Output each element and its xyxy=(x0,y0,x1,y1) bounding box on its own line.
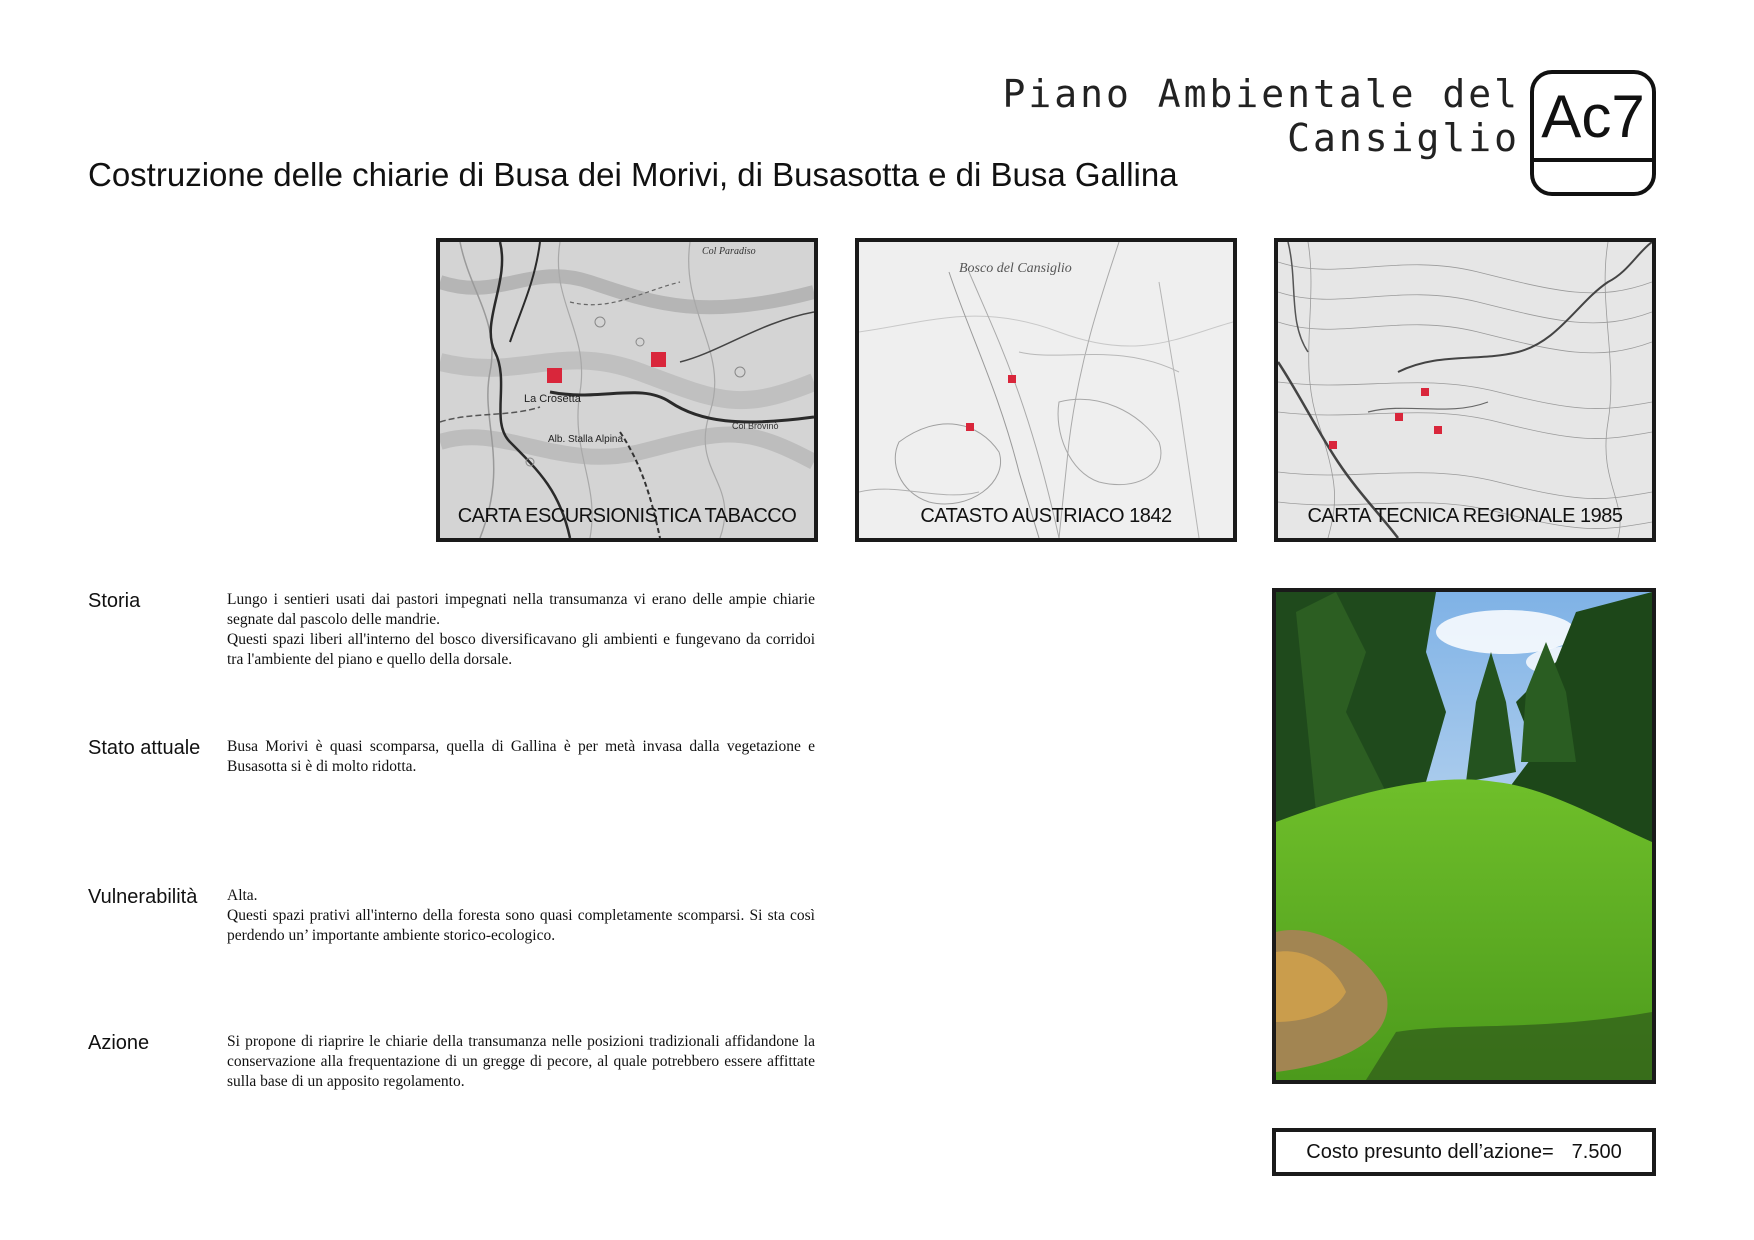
map-marker xyxy=(966,423,974,431)
section-paragraph: Si propone di riaprire le chiarie della transumanza nelle posizioni tradizionali affidandone la conservazione alla frequentazione di un gregge di pecore, al quale potrebbero essere affittate sulla base di un apposito regolamento. xyxy=(227,1033,815,1090)
map-label-la-crosetta: La Crosetta xyxy=(524,393,581,405)
map-ctr-caption: CARTA TECNICA REGIONALE 1985 xyxy=(1307,505,1623,527)
map-marker xyxy=(547,368,562,383)
map-ctr xyxy=(1274,238,1656,542)
map-label-stalla-alpina: Alb. Stalla Alpina xyxy=(548,434,624,445)
map-tabacco-drawing xyxy=(440,242,814,538)
map-catasto xyxy=(855,238,1237,542)
meadow-photo-drawing xyxy=(1276,592,1652,1080)
page-title: Costruzione delle chiarie di Busa dei Morivi, di Busasotta e di Busa Gallina xyxy=(88,156,1178,193)
site-photo xyxy=(1272,588,1656,1084)
section-paragraph: Alta. xyxy=(227,887,258,904)
map-marker xyxy=(1421,388,1429,396)
map-marker xyxy=(1008,375,1016,383)
section-text-storia xyxy=(227,590,815,670)
map-tabacco xyxy=(436,238,818,542)
cost-box xyxy=(1272,1128,1656,1176)
section-text-stato-attuale xyxy=(227,737,815,777)
map-marker xyxy=(1329,441,1337,449)
section-label-vulnerabilita: Vulnerabilità xyxy=(88,886,198,908)
map-marker xyxy=(651,352,666,367)
cost-label: Costo presunto dell’azione= xyxy=(1306,1140,1554,1163)
section-text-vulnerabilita xyxy=(227,886,815,946)
map-catasto-drawing xyxy=(859,242,1233,538)
section-paragraph: Questi spazi prativi all'interno della foresta sono quasi completamente scomparsi. Si sta così perdendo un’ importante ambiente storico-ecologico. xyxy=(227,907,815,944)
section-label-stato-attuale: Stato attuale xyxy=(88,737,201,759)
section-label-azione: Azione xyxy=(88,1032,150,1054)
map-marker xyxy=(1395,413,1403,421)
section-text-azione xyxy=(227,1032,815,1092)
map-catasto-caption: CATASTO AUSTRIACO 1842 xyxy=(920,505,1172,527)
map-label-col-paradiso: Col Paradiso xyxy=(702,246,756,257)
map-marker xyxy=(1434,426,1442,434)
map-label-bosco-cansiglio: Bosco del Cansiglio xyxy=(959,261,1072,276)
section-paragraph: Lungo i sentieri usati dai pastori impegnati nella transumanza vi erano delle ampie chiarie segnate dal pascolo delle mandrie. xyxy=(227,591,815,628)
sheet-code: Ac7 xyxy=(1541,83,1645,150)
cost-value: 7.500 xyxy=(1571,1140,1622,1163)
map-tabacco-caption: CARTA ESCURSIONISTICA TABACCO xyxy=(457,505,797,527)
project-title: Piano Ambientale del Cansiglio xyxy=(1002,72,1520,160)
section-label-storia: Storia xyxy=(88,590,141,612)
map-ctr-drawing xyxy=(1278,242,1652,538)
section-paragraph: Questi spazi liberi all'interno del bosco diversificavano gli ambienti e fungevano da corridoi tra l'ambiente del piano e quello della dorsale. xyxy=(227,631,815,668)
code-box-divider xyxy=(1534,158,1652,162)
map-label-col-brovino: Col Brovinò xyxy=(732,421,779,431)
section-paragraph: Busa Morivi è quasi scomparsa, quella di Gallina è per metà invasa dalla vegetazione e Busasotta si è di molto ridotta. xyxy=(227,738,815,775)
sheet-code-box xyxy=(1530,70,1656,196)
